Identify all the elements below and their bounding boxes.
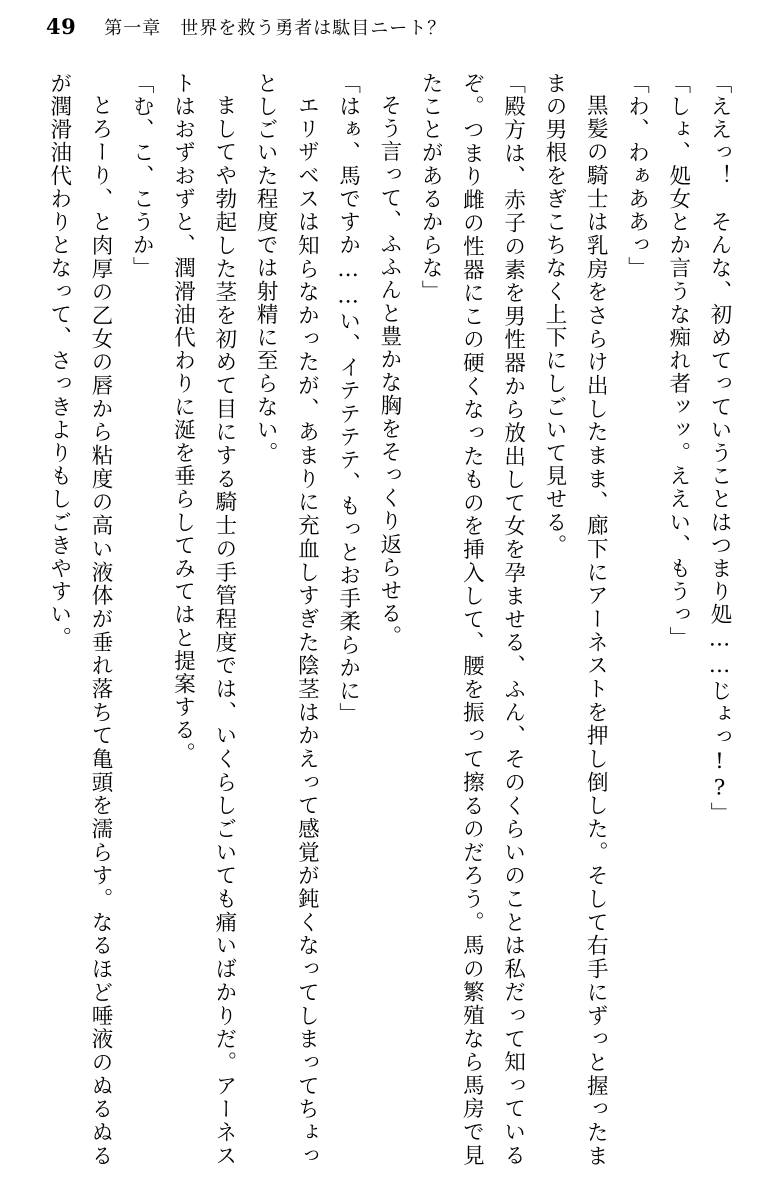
paragraph: 「はぁ、馬ですか……い、イテテテテ、もっとお手柔らかに」	[335, 72, 361, 726]
paragraph: 「ええっ！ そんな、初めてっていうことはつまり処……じょっ!?」	[707, 72, 732, 826]
running-header	[46, 14, 734, 48]
paragraph: 黒髪の騎士は乳房をさらけ出したまま、廊下にアーネストを押し倒した。そして右手にずっと握ったままの男根をぎこちなく上下にしごいて見せる。	[541, 72, 609, 1167]
paragraph: とろーり、と肉厚の乙女の唇から粘度の高い液体が垂れ落ちて亀頭を濡らす。なるほど唾液のぬるぬるが潤滑油代わりとなって、さっきよりもしごきやすい。	[46, 72, 114, 1167]
paragraph: エリザベスは知らなかったが、あまりに充血しすぎた陰茎はかえって感覚が鈍くなってしまってちょっとしごいた程度では射精に至らない。	[253, 72, 320, 1167]
paragraph: 「殿方は、赤子の素を男性器から放出して女を孕ませる、ふん、そのくらいのことは私だって知っているぞ。つまり雌の性器にこの硬くなったものを挿入して、腰を振って擦るのだろう。馬の繁殖なら馬房で見たことがあるからな」	[418, 72, 526, 1167]
vertical-text-block	[40, 72, 740, 1167]
chapter-title: 第一章 世界を救う勇者は駄目ニート？	[104, 18, 447, 39]
body-text-area	[40, 72, 740, 1172]
paragraph: 「わ、わぁああっ」	[624, 72, 650, 280]
page-number: 49	[46, 14, 77, 39]
paragraph: 「む、こ、こうか」	[129, 72, 155, 280]
paragraph: 「しょ、処女とか言うな痴れ者ッッ。ええい、もうっ」	[665, 72, 691, 650]
paragraph: そう言って、ふふんと豊かな胸をそっくり返らせる。	[376, 93, 402, 648]
paragraph: ましてや勃起した茎を初めて目にする騎士の手管程度では、いくらしごいても痛いばかりだ。アーネストはおずおずと、潤滑油代わりに涎を垂らしてみてはと提案する。	[170, 72, 237, 1167]
